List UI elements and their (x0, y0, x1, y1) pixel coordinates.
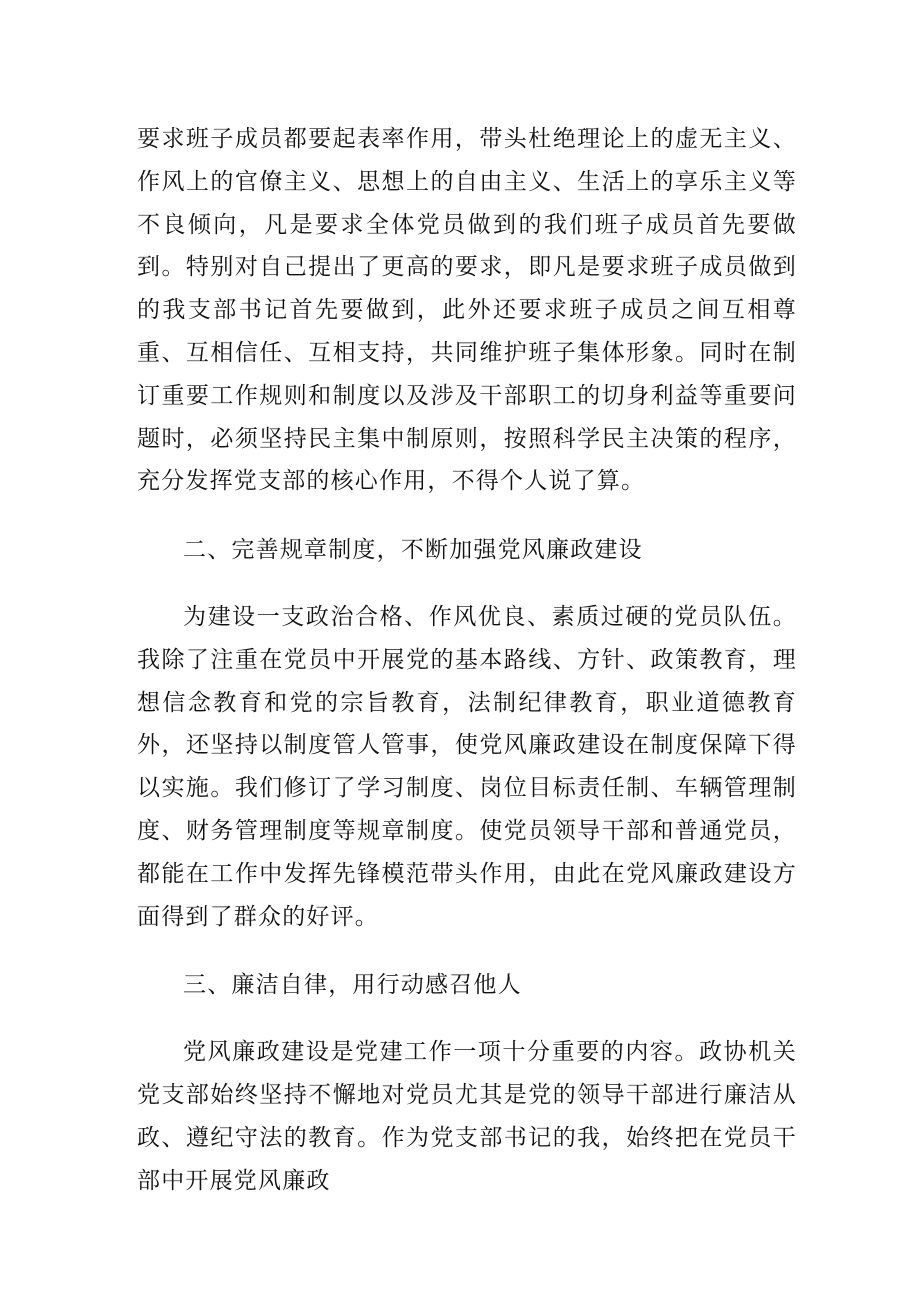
document-body (137, 118, 797, 1202)
body-paragraph-section-2: 为建设一支政治合格、作风优良、素质过硬的党员队伍。我除了注重在党员中开展党的基本路线、方针、政策教育，理想信念教育和党的宗旨教育，法制纪律教育，职业道德教育外，还坚持以制度管人管事，使党风廉政建设在制度保障下得以实施。我们修订了学习制度、岗位目标责任制、车辆管理制度、财务管理制度等规章制度。使党员领导干部和普通党员，都能在工作中发挥先锋模范带头作用，由此在党风廉政建设方面得到了群众的好评。 (137, 603, 797, 930)
paragraph-spacer (137, 1007, 797, 1031)
paragraph-spacer (137, 938, 797, 964)
body-paragraph-continued: 要求班子成员都要起表率作用，带头杜绝理论上的虚无主义、作风上的官僚主义、思想上的自由主义、生活上的享乐主义等不良倾向，凡是要求全体党员做到的我们班子成员首先要做到。特别对自己提出了更高的要求，即凡是要求班子成员做到的我支部书记首先要做到，此外还要求班子成员之间互相尊重、互相信任、互相支持，共同维护班子集体形象。同时在制订重要工作规则和制度以及涉及干部职工的切身利益等重要问题时，必须坚持民主集中制原则，按照科学民主决策的程序，充分发挥党支部的核心作用，不得个人说了算。 (137, 126, 797, 495)
body-paragraph-section-3: 党风廉政建设是党建工作一项十分重要的内容。政协机关党支部始终坚持不懈地对党员尤其是党的领导干部进行廉洁从政、遵纪守法的教育。作为党支部书记的我，始终把在党员干部中开展党风廉政 (137, 1039, 797, 1194)
paragraph-spacer (137, 503, 797, 529)
section-heading-2: 二、完善规章制度，不断加强党风廉政建设 (183, 537, 643, 564)
section-heading-3: 三、廉洁自律，用行动感召他人 (183, 972, 522, 999)
paragraph-spacer (137, 572, 797, 596)
